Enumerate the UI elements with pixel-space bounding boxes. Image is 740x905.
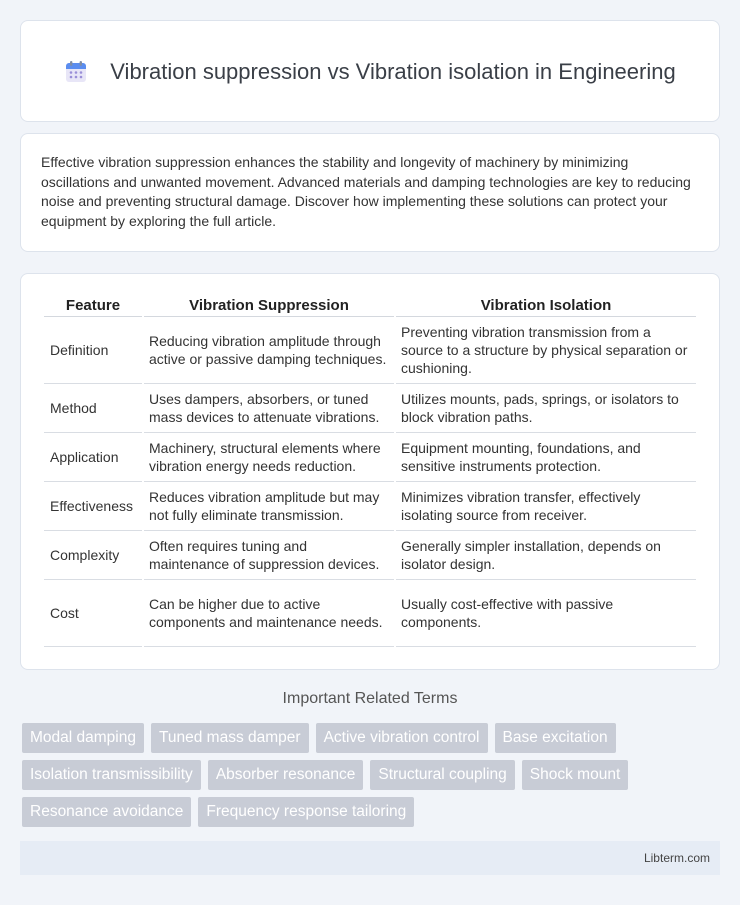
row-feature: Complexity bbox=[44, 531, 142, 580]
row-suppression: Often requires tuning and maintenance of suppression devices. bbox=[144, 531, 394, 580]
title-card bbox=[20, 20, 720, 122]
row-feature: Effectiveness bbox=[44, 482, 142, 531]
row-isolation: Generally simpler installation, depends on isolator design. bbox=[396, 531, 696, 580]
table-row bbox=[44, 384, 696, 433]
row-suppression: Can be higher due to active components and maintenance needs. bbox=[144, 580, 394, 647]
comparison-table bbox=[42, 294, 698, 647]
row-feature: Method bbox=[44, 384, 142, 433]
term-tag[interactable]: Active vibration control bbox=[316, 723, 488, 753]
term-tag[interactable]: Frequency response tailoring bbox=[198, 797, 414, 827]
table-header-row bbox=[44, 294, 696, 317]
header-feature: Feature bbox=[44, 294, 142, 317]
term-tag[interactable]: Absorber resonance bbox=[208, 760, 364, 790]
intro-card bbox=[20, 133, 720, 252]
term-tag[interactable]: Structural coupling bbox=[370, 760, 514, 790]
row-feature: Definition bbox=[44, 317, 142, 384]
table-row bbox=[44, 433, 696, 482]
title-wrap bbox=[64, 57, 675, 86]
row-suppression: Reduces vibration amplitude but may not fully eliminate transmission. bbox=[144, 482, 394, 531]
table-row bbox=[44, 482, 696, 531]
row-suppression: Reducing vibration amplitude through active or passive damping techniques. bbox=[144, 317, 394, 384]
table-row bbox=[44, 531, 696, 580]
related-terms-list bbox=[22, 723, 722, 834]
related-terms-heading: Important Related Terms bbox=[282, 690, 458, 707]
term-tag[interactable]: Isolation transmissibility bbox=[22, 760, 201, 790]
footer-site-link[interactable]: Libterm.com bbox=[643, 851, 710, 865]
intro-text: Effective vibration suppression enhances the stability and longevity of machinery by minimizing oscillations and unwanted movement. Advanced materials and damping technologies are key to reducing noise and preventing structural damage. Discover how implementing these solutions can protect your equipment by exploring the full article. bbox=[41, 154, 691, 229]
header-suppression: Vibration Suppression bbox=[144, 294, 394, 317]
term-tag[interactable]: Resonance avoidance bbox=[22, 797, 191, 827]
calendar-icon bbox=[64, 60, 88, 84]
row-isolation: Preventing vibration transmission from a source to a structure by physical separation or cushioning. bbox=[396, 317, 696, 384]
term-tag[interactable]: Shock mount bbox=[522, 760, 628, 790]
row-feature: Application bbox=[44, 433, 142, 482]
header-isolation: Vibration Isolation bbox=[396, 294, 696, 317]
row-feature: Cost bbox=[44, 580, 142, 647]
table-row bbox=[44, 317, 696, 384]
row-suppression: Uses dampers, absorbers, or tuned mass devices to attenuate vibrations. bbox=[144, 384, 394, 433]
row-isolation: Equipment mounting, foundations, and sensitive instruments protection. bbox=[396, 433, 696, 482]
row-isolation: Minimizes vibration transfer, effectively isolating source from receiver. bbox=[396, 482, 696, 531]
table-row bbox=[44, 580, 696, 647]
term-tag[interactable]: Base excitation bbox=[495, 723, 616, 753]
comparison-card bbox=[20, 273, 720, 670]
row-isolation: Utilizes mounts, pads, springs, or isolators to block vibration paths. bbox=[396, 384, 696, 433]
page-title: Vibration suppression vs Vibration isolation in Engineering bbox=[110, 58, 676, 84]
term-tag[interactable]: Tuned mass damper bbox=[151, 723, 309, 753]
row-suppression: Machinery, structural elements where vibration energy needs reduction. bbox=[144, 433, 394, 482]
row-isolation: Usually cost-effective with passive components. bbox=[396, 580, 696, 647]
term-tag[interactable]: Modal damping bbox=[22, 723, 144, 753]
footer bbox=[20, 841, 720, 875]
